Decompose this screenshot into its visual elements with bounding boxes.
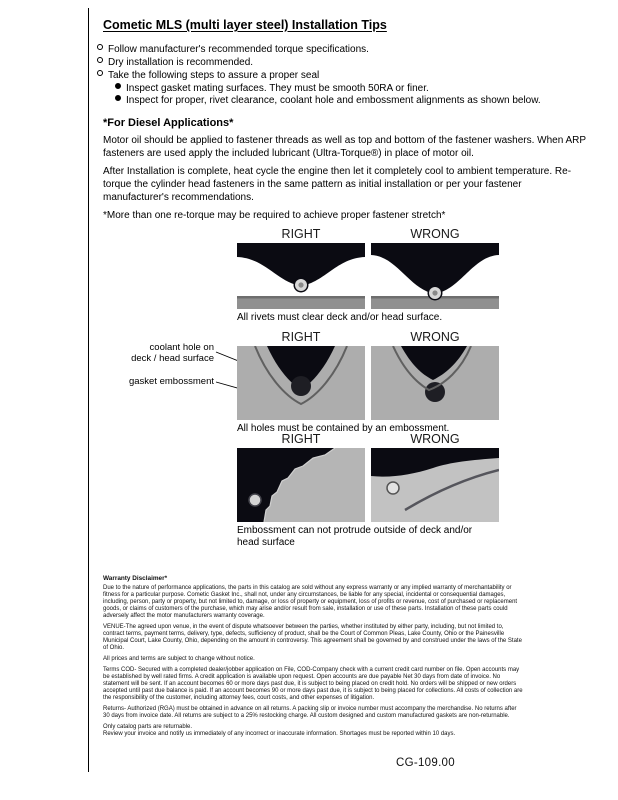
disclaimer-paragraph: All prices and terms are subject to change without notice. — [103, 656, 255, 662]
tip-bullet-text: Follow manufacturer's recommended torque specifications. — [108, 44, 369, 55]
coolant-hole-label: coolant hole on deck / head surface — [131, 342, 214, 364]
disclaimer-paragraph: Review your invoice and notify us immediately of any incorrect or inaccurate information. Shortages must be reported within 10 days. — [103, 731, 456, 737]
warranty-disclaimer-heading: Warranty Disclaimer* — [103, 575, 168, 582]
wrong-column-label: WRONG — [410, 330, 460, 344]
diesel-paragraph-2: After Installation is complete, heat cycle the engine then let it completely cool to ambient temperature. Re-torque the cylinder head fasteners in the same pattern as initial installation or per your fastener manufacturer's recommendations. — [103, 166, 572, 203]
warranty-disclaimer — [103, 575, 523, 753]
page-code: CG-109.00 — [396, 757, 455, 769]
diesel-applications-heading: *For Diesel Applications* — [103, 117, 234, 129]
tip-bullet — [97, 70, 319, 81]
disclaimer-paragraph: Terms COD- Secured with a completed dealer/jobber application on File, COD-Company check with a current credit card number on file. Open accounts may be established by well rated firms. A credit application is available upon request. Open accounts are due payable Net 30 days from date of invoice. No statement will be sent. If an account becomes 60 or more days past due, it is subject to being placed on credit hold. No orders will be shipped or new orders accepted until past due balance is paid. If an account becomes 90 or more days past due, it is subject to being placed for collections. All costs of collection are the responsibility of the customer, including attorney fees, court costs, and other expenses of litigation. — [103, 667, 523, 701]
tip-sub-bullet — [115, 83, 429, 94]
gasket-embossment-label: gasket embossment — [128, 376, 214, 387]
tip-bullet-text: Dry installation is recommended. — [108, 57, 254, 68]
solid-bullet-icon — [115, 83, 121, 89]
disclaimer-paragraph: Due to the nature of performance applications, the parts in this catalog are sold without any express warranty or any implied warranty of merchantability or fitness for a particular purpose. Cometic Gasket Inc., shall not, under any circumstances, be liable for any special, incidental or consequential damages, including, person, party or property, but not limited to, damage, or loss of property or equipment, loss of profits or revenue, cost of purchased or replacement goods, or claims of customers of the purchase, which may arise and/or result from sale, installation or use of these parts. Installation of these parts could adversely affect the motor manufacturers warranty coverage. — [103, 585, 518, 619]
rivet-caption: All rivets must clear deck and/or head surface. — [237, 312, 443, 323]
retorque-note: *More than one re-torque may be required to achieve proper fastener stretch* — [103, 210, 446, 221]
tip-bullet-text: Take the following steps to assure a proper seal — [108, 70, 320, 81]
right-column-label: RIGHT — [281, 432, 321, 446]
page-title: Cometic MLS (multi layer steel) Installation Tips — [103, 18, 387, 32]
solid-bullet-icon — [115, 95, 121, 101]
hollow-bullet-icon — [97, 57, 103, 63]
embossment-containment-wrong-image — [371, 346, 499, 420]
right-column-label: RIGHT — [281, 330, 321, 344]
tip-sub-bullet — [115, 95, 541, 106]
tip-sub-bullet-text: Inspect gasket mating surfaces. They must be smooth 50RA or finer. — [126, 83, 429, 94]
disclaimer-paragraph: Returns- Authorized (RGA) must be obtained in advance on all returns. A packing slip or invoice number must accompany the merchandise. No returns after 30 days from invoice date. All returns are subject to a 25% restocking charge. All custom designed and custom manufactured gaskets are non-returnable. — [103, 706, 517, 719]
margin-rule — [88, 8, 89, 772]
embossment-protrusion-right-image — [237, 448, 365, 522]
tip-bullet — [97, 44, 369, 55]
protrusion-caption: Embossment can not protrude outside of deck and/or head surface — [237, 525, 473, 548]
hollow-bullet-icon — [97, 70, 103, 76]
disclaimer-paragraph: VENUE-The agreed upon venue, in the event of dispute whatsoever between the parties, whether instituted by either party, including, but not limited to, contract terms, payment terms, delivery, type, defects, sufficiency of product, shall be the Court of Common Pleas, Lake County, Ohio or the Painesville Municipal Court, Lake County, Ohio, depending on the amount in controversy. This agreement shall be governed by and construed under the laws of the State of Ohio. — [103, 624, 522, 651]
diesel-paragraph-1: Motor oil should be applied to fastener threads as well as top and bottom of the fastener washers. When ARP fasteners are used apply the included lubricant (Ultra-Torque®) in place of motor oil. — [103, 135, 586, 159]
holes-caption: All holes must be contained by an embossment. — [237, 423, 450, 434]
tip-sub-bullet-text: Inspect for proper, rivet clearance, coolant hole and embossment alignments as shown below. — [126, 95, 541, 106]
right-column-label: RIGHT — [281, 227, 321, 241]
hollow-bullet-icon — [97, 44, 103, 50]
wrong-column-label: WRONG — [410, 227, 460, 241]
embossment-protrusion-wrong-image — [371, 448, 499, 522]
tip-bullet — [97, 57, 253, 68]
disclaimer-paragraph: Only catalog parts are returnable. — [103, 724, 193, 730]
rivet-clearance-wrong-image — [371, 243, 499, 309]
embossment-containment-right-image — [237, 346, 365, 420]
rivet-clearance-right-image — [237, 243, 365, 309]
wrong-column-label: WRONG — [410, 432, 460, 446]
